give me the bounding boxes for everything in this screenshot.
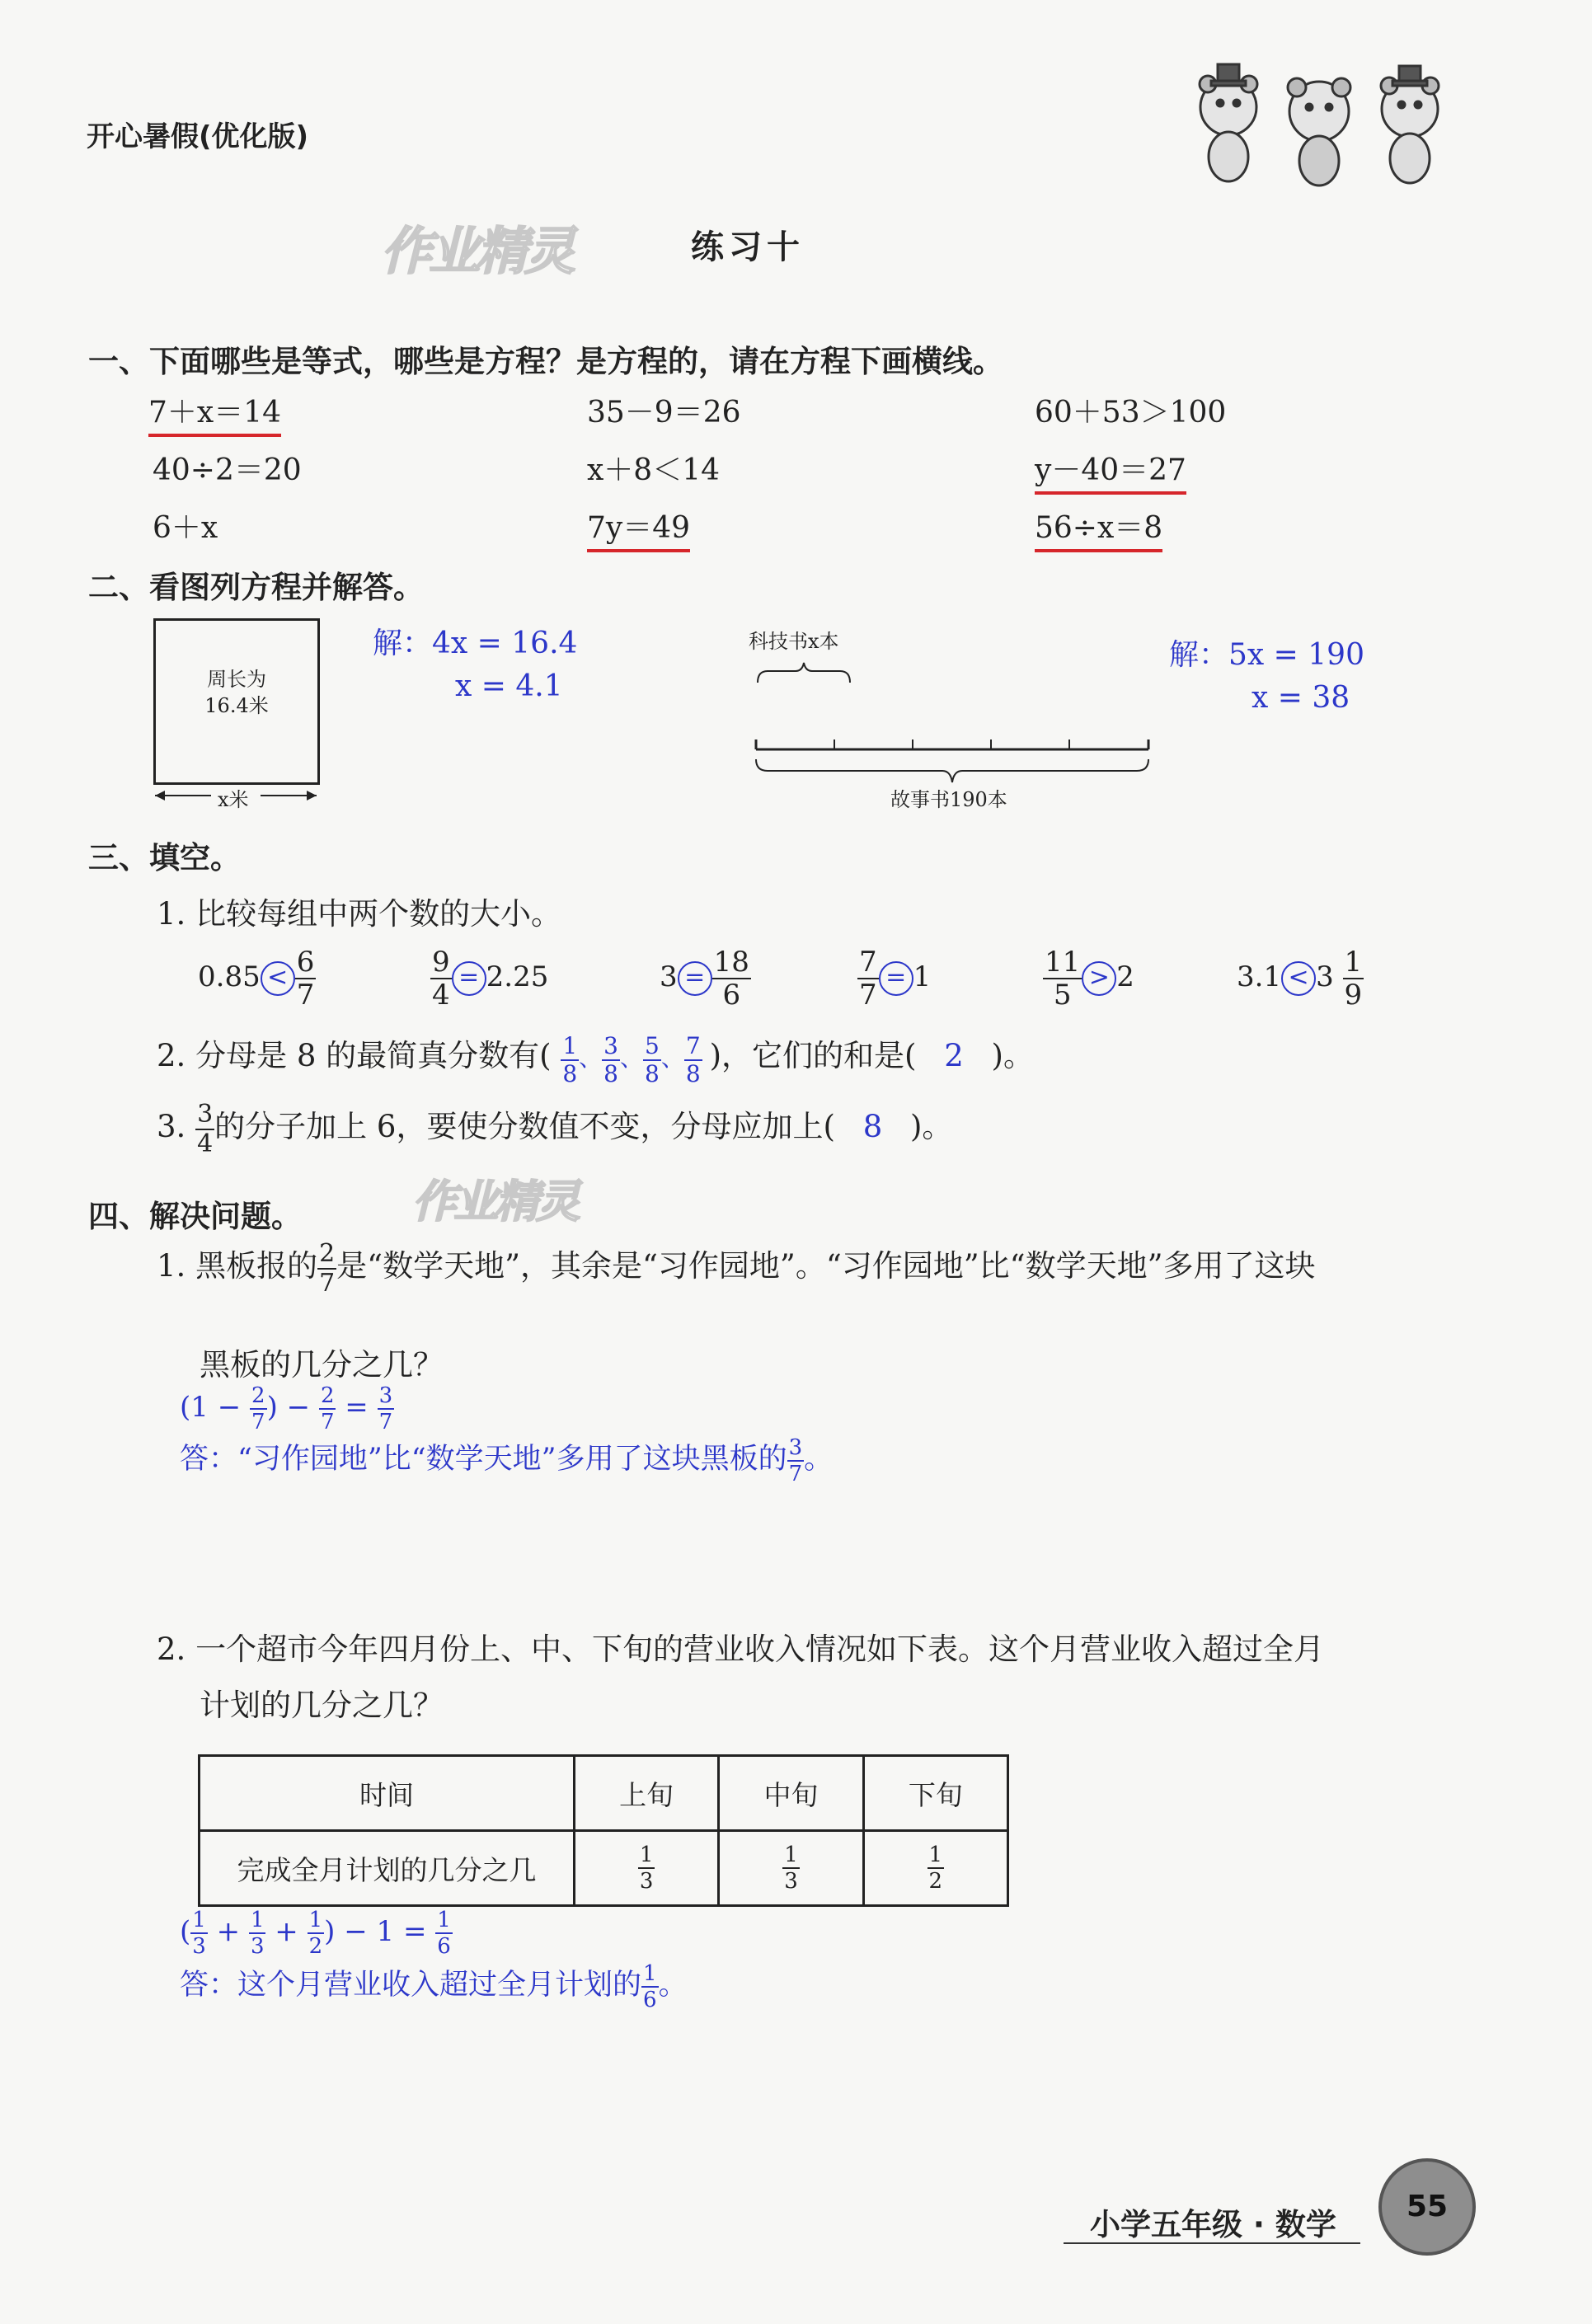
section-4-heading: 四、解决问题。 bbox=[88, 1199, 302, 1234]
numerator: 3 bbox=[197, 1099, 214, 1129]
compare-symbol: > bbox=[1082, 961, 1116, 996]
equation-item: y－40＝27 bbox=[1035, 447, 1186, 495]
question-text: 2. 一个超市今年四月份上、中、下旬的营业收入情况如下表。这个月营业收入超过全月 bbox=[157, 1631, 1325, 1667]
denominator: 5 bbox=[1053, 979, 1072, 1012]
answer-value: 8 bbox=[862, 1109, 883, 1144]
denominator: 7 bbox=[788, 1461, 803, 1486]
table-header: 下旬 bbox=[863, 1756, 1007, 1831]
denominator: 6 bbox=[722, 979, 741, 1012]
numerator: 1 bbox=[308, 1908, 323, 1932]
compare-value: 1 bbox=[913, 960, 932, 993]
page-title: 练习十 bbox=[691, 228, 805, 266]
book-title: 开心暑假(优化版) bbox=[87, 120, 309, 153]
answer-text: 。 bbox=[804, 1443, 834, 1476]
mixed-whole: 3 bbox=[1316, 960, 1334, 993]
section-1-heading: 一、下面哪些是等式，哪些是方程？是方程的，请在方程下画横线。 bbox=[88, 344, 1003, 379]
section-2-heading: 二、看图列方程并解答。 bbox=[88, 570, 424, 605]
numerator: 11 bbox=[1045, 946, 1081, 979]
numerator: 2 bbox=[251, 1383, 265, 1408]
question-row bbox=[157, 1238, 1316, 1298]
question-text: 是“数学天地”，其余是“习作园地”。“习作园地”比“数学天地”多用了这块 bbox=[336, 1248, 1316, 1284]
separator: 、 bbox=[660, 1045, 684, 1072]
numerator: 2 bbox=[319, 1238, 336, 1268]
equation-item: 60＋53＞100 bbox=[1035, 396, 1227, 430]
numerator: 18 bbox=[713, 946, 749, 979]
solution-line: 解：5x = 190 bbox=[1169, 638, 1364, 672]
separator: 、 bbox=[579, 1045, 603, 1072]
question-text: )，它们的和是( bbox=[709, 1038, 917, 1073]
compare-item bbox=[660, 946, 751, 1012]
compare-item bbox=[1237, 946, 1364, 1012]
dimension-label: x米 bbox=[218, 788, 249, 811]
table-cell bbox=[719, 1831, 863, 1906]
denominator: 7 bbox=[378, 1410, 393, 1434]
numerator: 3 bbox=[603, 1031, 618, 1059]
compare-value: 2.25 bbox=[486, 960, 549, 993]
numerator: 7 bbox=[685, 1031, 701, 1059]
numerator: 6 bbox=[296, 946, 315, 979]
table-header: 上旬 bbox=[575, 1756, 719, 1831]
compare-symbol: = bbox=[452, 961, 486, 996]
watermark: 作业精灵 bbox=[381, 221, 573, 281]
table-header: 中旬 bbox=[719, 1756, 863, 1831]
denominator: 6 bbox=[643, 1987, 657, 2012]
denominator: 3 bbox=[639, 1869, 654, 1894]
answer-text: 答：“习作园地”比“数学天地”多用了这块黑板的 bbox=[180, 1443, 787, 1476]
denominator: 7 bbox=[296, 979, 315, 1012]
denominator: 2 bbox=[928, 1869, 943, 1894]
denominator: 7 bbox=[251, 1410, 265, 1434]
numerator: 1 bbox=[562, 1031, 578, 1059]
equation-part: ) − bbox=[266, 1391, 311, 1424]
watermark: 作业精灵 bbox=[412, 1176, 577, 1228]
numerator: 2 bbox=[320, 1383, 335, 1408]
denominator: 2 bbox=[308, 1934, 323, 1959]
question-text: )。 bbox=[991, 1038, 1034, 1073]
section-3-heading: 三、填空。 bbox=[88, 840, 241, 876]
compare-item bbox=[1043, 946, 1134, 1012]
working-equation bbox=[180, 1909, 453, 1957]
short-brace bbox=[754, 660, 853, 684]
denominator: 4 bbox=[432, 979, 450, 1012]
compare-symbol: < bbox=[261, 961, 295, 996]
equation-part: (1 − bbox=[180, 1391, 242, 1424]
compare-value: 3.1 bbox=[1237, 960, 1282, 993]
denominator: 4 bbox=[197, 1129, 214, 1158]
table-cell bbox=[863, 1831, 1007, 1906]
segment-line-diagram bbox=[754, 738, 1150, 787]
denominator: 3 bbox=[250, 1934, 265, 1959]
square-figure bbox=[153, 618, 320, 785]
question-text: )。 bbox=[910, 1109, 953, 1144]
page-number: 55 bbox=[1378, 2158, 1476, 2256]
answer-row bbox=[180, 1962, 688, 2011]
compare-symbol: < bbox=[1281, 961, 1316, 996]
denominator: 8 bbox=[645, 1059, 660, 1087]
equation-part: + bbox=[275, 1915, 298, 1948]
numerator: 9 bbox=[432, 946, 450, 979]
equation-part: ( bbox=[180, 1915, 191, 1948]
compare-item bbox=[857, 946, 932, 1012]
denominator: 3 bbox=[784, 1869, 798, 1894]
compare-value: 2 bbox=[1116, 960, 1134, 993]
equation-part: = bbox=[345, 1391, 369, 1424]
question-text: 1. 黑板报的 bbox=[157, 1248, 318, 1284]
numerator: 1 bbox=[784, 1843, 798, 1867]
denominator: 7 bbox=[859, 979, 877, 1012]
compare-item bbox=[430, 946, 549, 1012]
numerator: 3 bbox=[788, 1434, 803, 1460]
numerator: 1 bbox=[643, 1960, 657, 1986]
compare-value: 0.85 bbox=[198, 960, 261, 993]
equation-part: ) − 1 = bbox=[324, 1915, 427, 1948]
question-text: 计划的几分之几？ bbox=[200, 1688, 444, 1723]
question-text: 1. 比较每组中两个数的大小。 bbox=[157, 896, 562, 932]
table-cell bbox=[575, 1831, 719, 1906]
compare-value: 3 bbox=[660, 960, 678, 993]
separator: 、 bbox=[620, 1045, 644, 1072]
compare-item bbox=[198, 946, 316, 1012]
numerator: 1 bbox=[928, 1843, 943, 1867]
numerator: 1 bbox=[639, 1843, 654, 1867]
denominator: 7 bbox=[319, 1268, 336, 1298]
numerator: 5 bbox=[645, 1031, 660, 1059]
denominator: 8 bbox=[603, 1059, 618, 1087]
numerator: 1 bbox=[250, 1908, 265, 1932]
equation-item: 35－9＝26 bbox=[587, 396, 741, 430]
solution-line: 解：4x = 16.4 bbox=[373, 627, 578, 660]
table-header: 时间 bbox=[200, 1756, 575, 1831]
equation-item: 40÷2＝20 bbox=[153, 453, 302, 487]
numerator: 3 bbox=[378, 1383, 393, 1408]
numerator: 7 bbox=[859, 946, 877, 979]
equation-item: 7y＝49 bbox=[587, 505, 690, 552]
denominator: 8 bbox=[685, 1059, 701, 1087]
answer-text: 答：这个月营业收入超过全月计划的 bbox=[180, 1969, 642, 2002]
working-equation bbox=[180, 1385, 394, 1433]
question-text: 的分子加上 6，要使分数值不变，分母应加上( bbox=[214, 1109, 835, 1144]
bear-mascots-illustration bbox=[1175, 58, 1472, 198]
equation-item: 6＋x bbox=[153, 511, 218, 545]
denominator: 9 bbox=[1344, 979, 1363, 1012]
brace-label: 科技书x本 bbox=[749, 630, 839, 653]
numerator: 1 bbox=[1344, 946, 1363, 979]
footer-rule bbox=[1064, 2242, 1360, 2244]
solution-line: x = 4.1 bbox=[455, 669, 563, 703]
table-cell: 完成全月计划的几分之几 bbox=[200, 1831, 575, 1906]
answer-row bbox=[180, 1436, 833, 1485]
question-text: 2. 分母是 8 的最简真分数有( bbox=[157, 1038, 552, 1073]
denominator: 6 bbox=[437, 1934, 451, 1959]
long-label: 故事书190本 bbox=[890, 788, 1007, 811]
equation-item: x＋8＜14 bbox=[587, 453, 721, 487]
square-label: 周长为 bbox=[207, 668, 266, 691]
numerator: 1 bbox=[192, 1908, 206, 1932]
equation-part: + bbox=[216, 1915, 241, 1948]
compare-symbol: = bbox=[879, 961, 913, 996]
question-text: 黑板的几分之几？ bbox=[200, 1347, 444, 1383]
numerator: 1 bbox=[437, 1908, 451, 1932]
denominator: 8 bbox=[562, 1059, 578, 1087]
equation-item: 7＋x＝14 bbox=[148, 389, 281, 437]
compare-symbol: = bbox=[678, 961, 712, 996]
denominator: 3 bbox=[192, 1934, 206, 1959]
question-row bbox=[157, 1031, 1034, 1086]
footer-subject: 小学五年级 · 数学 bbox=[1090, 2207, 1336, 2242]
table-row bbox=[200, 1831, 1008, 1906]
equation-item: 56÷x＝8 bbox=[1035, 505, 1162, 552]
income-table bbox=[198, 1754, 1009, 1907]
answer-value: 2 bbox=[944, 1038, 964, 1073]
square-label: 16.4米 bbox=[204, 694, 269, 717]
denominator: 7 bbox=[320, 1410, 335, 1434]
solution-line: x = 38 bbox=[1252, 681, 1350, 715]
question-row bbox=[157, 1101, 952, 1157]
table-row bbox=[200, 1756, 1008, 1831]
question-number: 3. bbox=[157, 1109, 186, 1144]
answer-text: 。 bbox=[658, 1969, 688, 2002]
